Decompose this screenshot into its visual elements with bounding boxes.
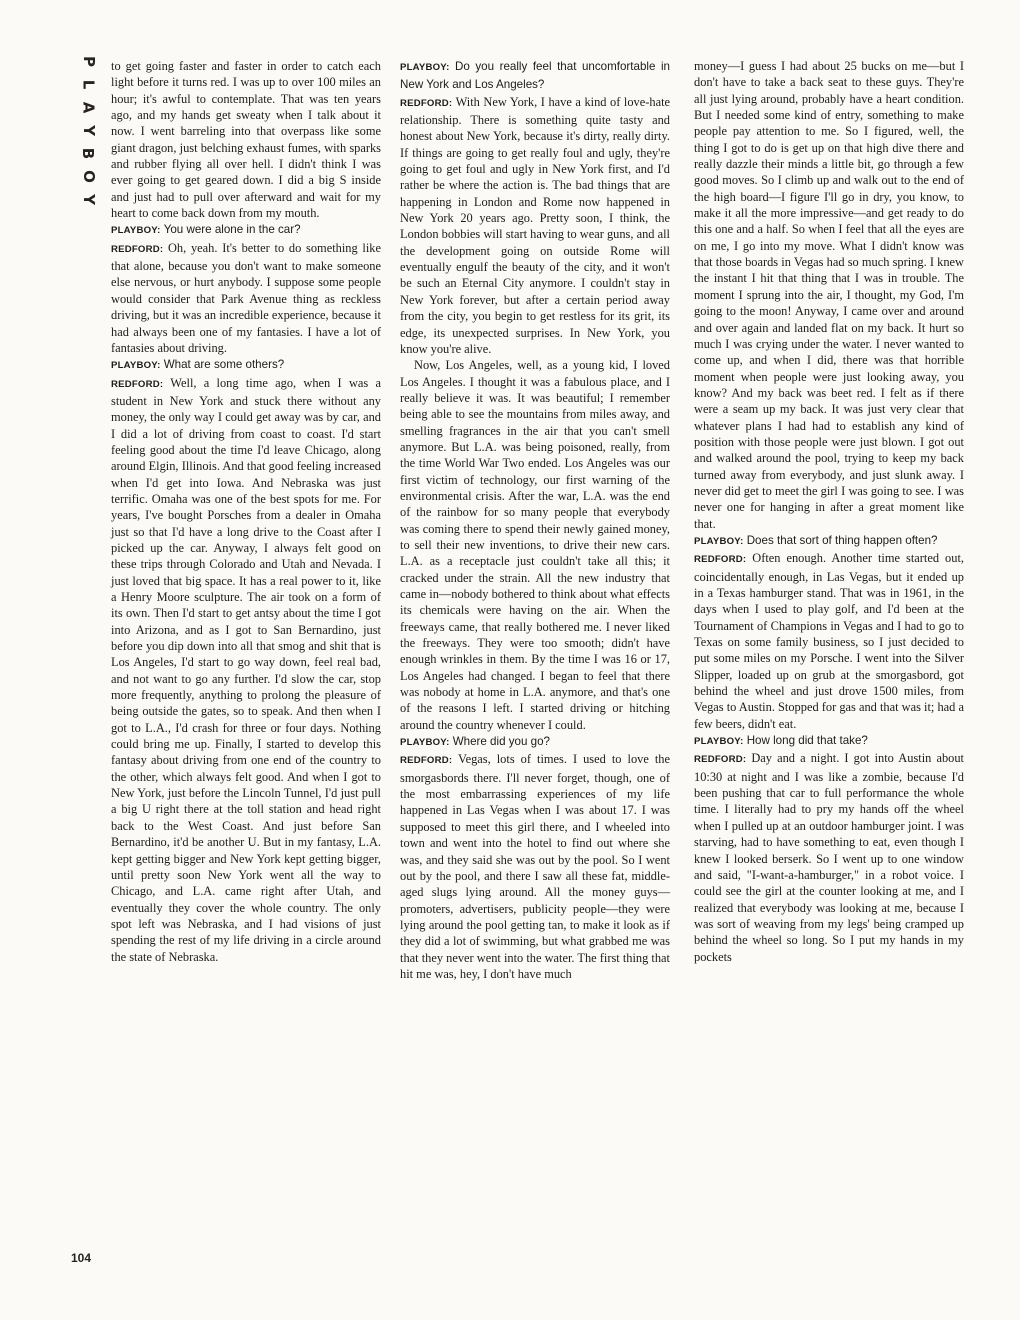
paragraph bbox=[694, 58, 964, 532]
question-text: Does that sort of thing happen often? bbox=[746, 533, 938, 547]
paragraph bbox=[400, 94, 670, 358]
speaker-label: PLAYBOY: bbox=[111, 360, 161, 372]
speaker-label: REDFORD: bbox=[111, 378, 164, 390]
speaker-label: REDFORD: bbox=[400, 755, 453, 767]
paragraph bbox=[111, 375, 381, 965]
text-column-1 bbox=[111, 58, 381, 965]
paragraph bbox=[400, 733, 670, 751]
body-text: money—I guess I had about 25 bucks on me—but I don't have to take a back seat to these guys. They're all just lying around, probably have a heart condition. But I needed some kind of entry, something to make people pay attention to me. So I figured, well, the thing I got to do is get up on that high dive there and really dazzle their minds a little bit, go through a few good moves. So I climb up and walk out to the end of the high board—I figure I'll go in dry, you know, to make it all the more impressive—and get ready to do this one and a half. So when I feel that all the eyes are on me, I go into my move. What I didn't know was that those boards in Vegas had so much spring. I knew the instant I hit that thing that I was in trouble. The moment I sprung into the air, I thought, my God, I'm going to the moon! Anyway, I came over and around and over again and landed flat on my back. It hurt so much I was crying under the water. I never wanted to come up, and when I did, there was that horrible moment when people were just looking away, you know? And my back was beet red. I felt as if there were a seam up my back. It was just very clear that whatever plans I had had to establish any kind of position with those people were just blown. I got out and walked around the pool, trying to keep my back turned away from everybody, and just slunk away. I never did get to meet the girl I was going to see. I was never one for hanging in after a great moment like that. bbox=[694, 59, 964, 531]
speaker-label: REDFORD: bbox=[111, 243, 164, 255]
text-column-3 bbox=[694, 58, 964, 965]
paragraph bbox=[400, 751, 670, 982]
paragraph bbox=[111, 221, 381, 239]
speaker-label: REDFORD: bbox=[694, 554, 747, 566]
paragraph bbox=[111, 58, 381, 221]
speaker-label: REDFORD: bbox=[400, 97, 453, 109]
logo-letter: Y bbox=[79, 194, 98, 205]
speaker-label: PLAYBOY: bbox=[400, 737, 450, 749]
paragraph bbox=[400, 357, 670, 733]
logo-letter: O bbox=[79, 170, 98, 183]
logo-letter: L bbox=[79, 79, 98, 90]
body-text: Often enough. Another time started out, coincidentally enough, in Las Vegas, but it ended up in a Texas hamburger stand. That was in 1961, in the days when I used to play golf, and I'd been at the Tournament of Champions in Vegas and I had to go to Texas on some family business, so I just decided to put some miles on my Porsche. I went into the Silver Slipper, loaded up on grub at the smorgasbord, got behind the wheel and just drove 1500 miles, from Vegas to Austin. Stopped for gas and that was it; had a few beers, didn't eat. bbox=[694, 551, 964, 731]
magazine-logo-vertical bbox=[71, 50, 105, 211]
body-text: Oh, yeah. It's better to do something like that alone, because you don't want to make someone else nervous, or hurt anybody. I suppose some people would consider that Park Avenue thing as reckless driving, but it was an incredible experience, because it had always been one of my fantasies. I have a lot of fantasies about driving. bbox=[111, 240, 381, 355]
paragraph bbox=[694, 750, 964, 964]
question-text: How long did that take? bbox=[746, 734, 868, 748]
text-column-2 bbox=[400, 58, 670, 982]
paragraph bbox=[400, 58, 670, 94]
speaker-label: PLAYBOY: bbox=[694, 535, 744, 547]
body-text: Day and a night. I got into Austin about 10:30 at night and I was like a zombie, because I'd been pushing that car to full performance the whole time. I literally had to pry my hands off the wheel when I pulled up at an outdoor hamburger joint. I was starving, had to have something to eat, even though I knew I looked berserk. So I went up to one window and said, "I-want-a-hamburger," in a robot voice. I could see the girl at the counter looking at me, and I realized that everybody was looking at me, because I was sort of weaving from my legs' being cramped up behind the wheel so long. So I put my hands in my pockets bbox=[694, 751, 964, 964]
speaker-label: REDFORD: bbox=[694, 754, 747, 766]
body-text: Vegas, lots of times. I used to love the smorgasbords there. I'll never forget, though, one of the most embarrassing experiences of my life happened in Las Vegas when I was about 17. I was supposed to meet this girl there, and I wheeled into town and went into the hotel to find out where she was, and they said she was out by the pool. So I went out by the pool, and there I saw all these fat, middle-aged slugs lying around. All the money guys—promoters, advertisers, publicity people—they were lying around the pool getting tan, to make it look as if they did a lot of swimming, but what grabbed me was that they never went into the water. The first thing that hit me was, hey, I don't have much bbox=[400, 752, 670, 981]
question-text: Where did you go? bbox=[452, 735, 551, 749]
speaker-label: PLAYBOY: bbox=[111, 225, 161, 237]
question-text: What are some others? bbox=[163, 358, 285, 372]
question-text: You were alone in the car? bbox=[163, 223, 301, 237]
paragraph bbox=[694, 732, 964, 750]
paragraph bbox=[111, 240, 381, 356]
page-number: 104 bbox=[71, 1251, 92, 1265]
body-text: Now, Los Angeles, well, as a young kid, I loved Los Angeles. I thought it was a fabulous place, and I really believe it was. It was beautiful; I remember being able to see the mountains from miles away, and smelling fragrances in the air that you can't smell anymore. But L.A. was being poisoned, really, from the time World War Two ended. Los Angeles was our first victim of technology, our first warning of the environmental crisis. After the war, L.A. was the end of the rainbow for so many people that everybody was coming there to spend their newly gained money, to sell their new inventions, to drive their new cars. L.A. as a receptacle just couldn't take all this; it cracked under the strain. All the new industry that came in—nobody bothered to think about what effects its chemicals were having on the air. When the freeways came, that really bothered me. I never liked the freeways. They were too smooth; didn't have enough wrinkles in them. By the time I was 16 or 17, Los Angeles had changed. I began to feel that there was nobody at home in L.A. anymore, and that's one of the reasons I left. I started driving or hitching around the country whenever I could. bbox=[400, 358, 670, 732]
logo-letter: Y bbox=[79, 125, 98, 136]
paragraph bbox=[694, 550, 964, 732]
logo-letter: A bbox=[79, 101, 98, 114]
body-text: Well, a long time ago, when I was a student in New York and stuck there without any money, the only way I could get away was by car, and I did a lot of driving from coast to coast. I'd start feeling good about the time I'd leave Chicago, along around Elgin, Illinois. And that good feeling increased when I'd get into Iowa. And Nebraska was just terrific. Omaha was one of the best spots for me. For years, I've bought Porsches from a dealer in Omaha just so that I'd have a long drive to the Coast after I picked up the car. Anyway, I always felt good on these trips through Colorado and Utah and Nevada. I just loved that big space. It has a real power to it, like a Henry Moore sculpture. The air took on a form of its own. Then I'd start to get antsy about the time I got into Arizona, and as I got to San Bernardino, just before you dip down into all that smog and shit that is Los Angeles, I'd start to go way down, feel real bad, and not want to go any further. I'd slow the car, stop more frequently, anything to prolong the pleasure of being outside the gates, so to speak. And then when I got to L.A., I'd crash for three or four days. Nothing could bring me up. Finally, I started to develop this fantasy about driving from one end of the country to the other, which always felt good. And when I got to New York, just before the Lincoln Tunnel, I'd just pull a big U right there at the toll station and head right back to the West Coast. And just before San Bernardino, it'd be another U. But in my fantasy, L.A. kept getting bigger and New York kept getting bigger, until pretty soon New York went all the way to Chicago, and L.A. came right after Utah, and eventually they cover the whole country. The only spot left was Nebraska, and I had visions of just spending the rest of my life driving in a circle around the state of Nebraska. bbox=[111, 375, 381, 964]
logo-letter: P bbox=[79, 56, 98, 67]
question-text: Do you really feel that uncomfortable in New York and Los Angeles? bbox=[400, 60, 670, 92]
paragraph bbox=[111, 356, 381, 374]
body-text: With New York, I have a kind of love-hate relationship. There is something quite tasty and honest about New York, because it's dirty, really dirty. If things are going to get really foul and ugly, they're going to get foul and ugly in New York first, and I'd rather be where the action is. The bad things that are happening in London and Rome now happened in New York 20 years ago. Pretty soon, I think, the London bobbies will start having to wear guns, and all the development going on outside Rome will eventually engulf the beauty of the city, and it won't be such an Eternal City anymore. I couldn't stay in New York forever, but after a certain period away from the city, you begin to get restless for its grit, its edge, its unexpected surprises. In New York, you know you're alive. bbox=[400, 94, 671, 356]
paragraph bbox=[694, 532, 964, 550]
speaker-label: PLAYBOY: bbox=[400, 62, 450, 73]
body-text: to get going faster and faster in order to catch each light before it turns red. I was up to over 100 miles an hour; it's awful to contemplate. That was ten years ago, and my hands get sweaty when I talk about it now. I went barreling into that overpass like some giant dragon, just belching exhaust fumes, with sparks and rubber flying all over hell. I didn't think I was ever going to get geared down. I did a big S inside and just had to pull over afterward and wait for my heart to come back down from my mouth. bbox=[111, 59, 381, 221]
speaker-label: PLAYBOY: bbox=[694, 736, 744, 748]
logo-letter: B bbox=[79, 147, 98, 160]
